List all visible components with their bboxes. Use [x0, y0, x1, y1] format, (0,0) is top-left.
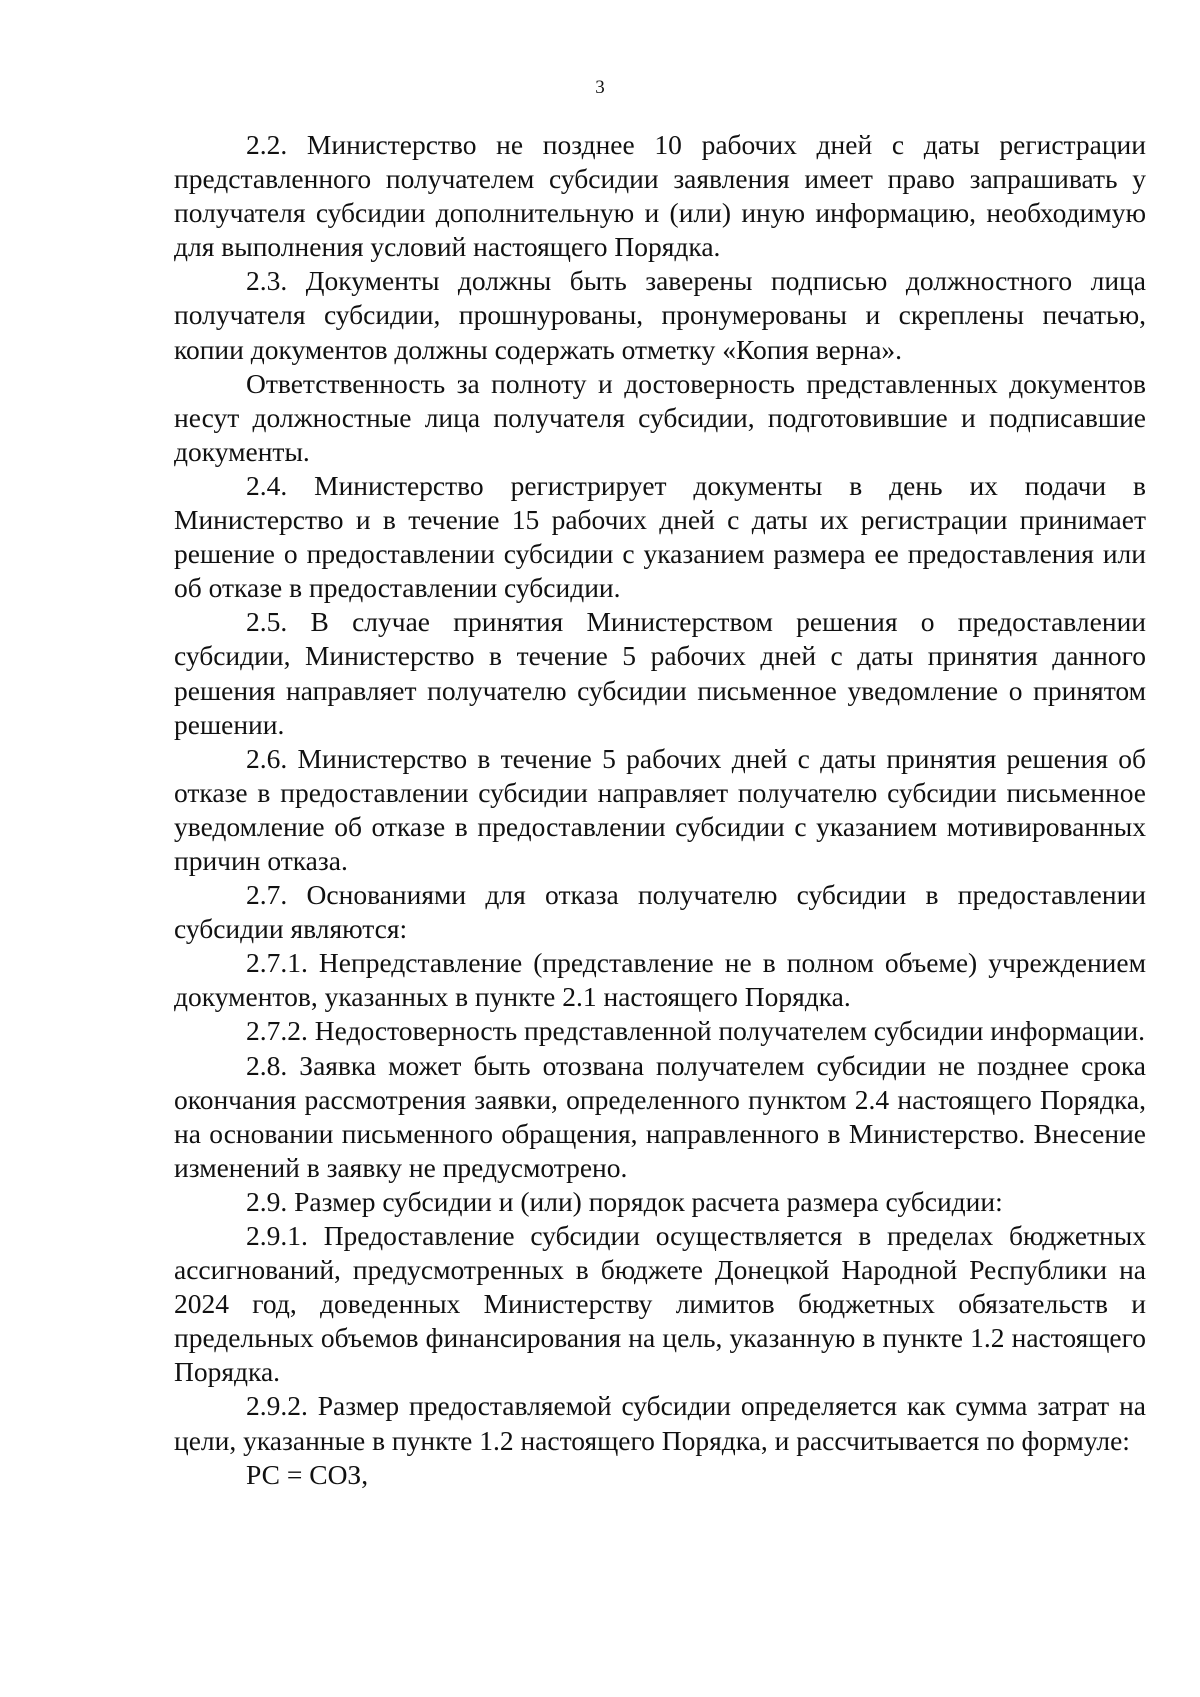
paragraph-2-3: 2.3. Документы должны быть заверены подписью должностного лица получателя субсидии, прошнурованы, пронумерованы и скреплены печатью, копии документов должны содержать отметку «Копия верна».	[174, 265, 1146, 365]
paragraph-2-9: 2.9. Размер субсидии и (или) порядок расчета размера субсидии:	[246, 1185, 1003, 1217]
formula: РС = СОЗ,	[246, 1458, 369, 1490]
paragraph-2-7: 2.7. Основаниями для отказа получателю субсидии в предоставлении субсидии являются:	[174, 879, 1146, 945]
page-number: 3	[595, 77, 605, 98]
paragraph-2-7-1: 2.7.1. Непредставление (представление не в полном объеме) учреждением документов, указанных в пункте 2.1 настоящего Порядка.	[174, 947, 1146, 1013]
document-body	[174, 128, 1146, 1492]
paragraph-2-2: 2.2. Министерство не позднее 10 рабочих дней с даты регистрации представленного получателем субсидии заявления имеет право запрашивать у получателя субсидии дополнительную и (или) иную информацию, необходимую для выполнения условий настоящего Порядка.	[174, 129, 1146, 263]
paragraph-2-8: 2.8. Заявка может быть отозвана получателем субсидии не позднее срока окончания рассмотрения заявки, определенного пунктом 2.4 настоящего Порядка, на основании письменного обращения, направленного в Министерство. Внесение изменений в заявку не предусмотрено.	[174, 1049, 1146, 1183]
paragraph-2-7-2: 2.7.2. Недостоверность представленной получателем субсидии информации.	[246, 1015, 1146, 1047]
paragraph-responsibility: Ответственность за полноту и достоверность представленных документов несут должностные лица получателя субсидии, подготовившие и подписавшие документы.	[174, 367, 1146, 467]
paragraph-2-5: 2.5. В случае принятия Министерством решения о предоставлении субсидии, Министерство в течение 5 рабочих дней с даты принятия данного решения направляет получателю субсидии письменное уведомление о принятом решении.	[174, 606, 1146, 740]
paragraph-2-4: 2.4. Министерство регистрирует документы в день их подачи в Министерство и в течение 15 рабочих дней с даты их регистрации принимает решение о предоставлении субсидии с указанием размера ее предоставления или об отказе в предоставлении субсидии.	[174, 469, 1146, 604]
paragraph-2-9-1: 2.9.1. Предоставление субсидии осуществляется в пределах бюджетных ассигнований, предусмотренных в бюджете Донецкой Народной Республики на 2024 год, доведенных Министерству лимитов бюджетных обязательств и предельных объемов финансирования на цель, указанную в пункте 1.2 настоящего Порядка.	[174, 1220, 1146, 1388]
paragraph-2-9-2: 2.9.2. Размер предоставляемой субсидии определяется как сумма затрат на цели, указанные в пункте 1.2 настоящего Порядка, и рассчитывается по формуле:	[174, 1390, 1146, 1456]
paragraph-2-6: 2.6. Министерство в течение 5 рабочих дней с даты принятия решения об отказе в предоставлении субсидии направляет получателю субсидии письменное уведомление об отказе в предоставлении субсидии с указанием мотивированных причин отказа.	[174, 742, 1146, 876]
